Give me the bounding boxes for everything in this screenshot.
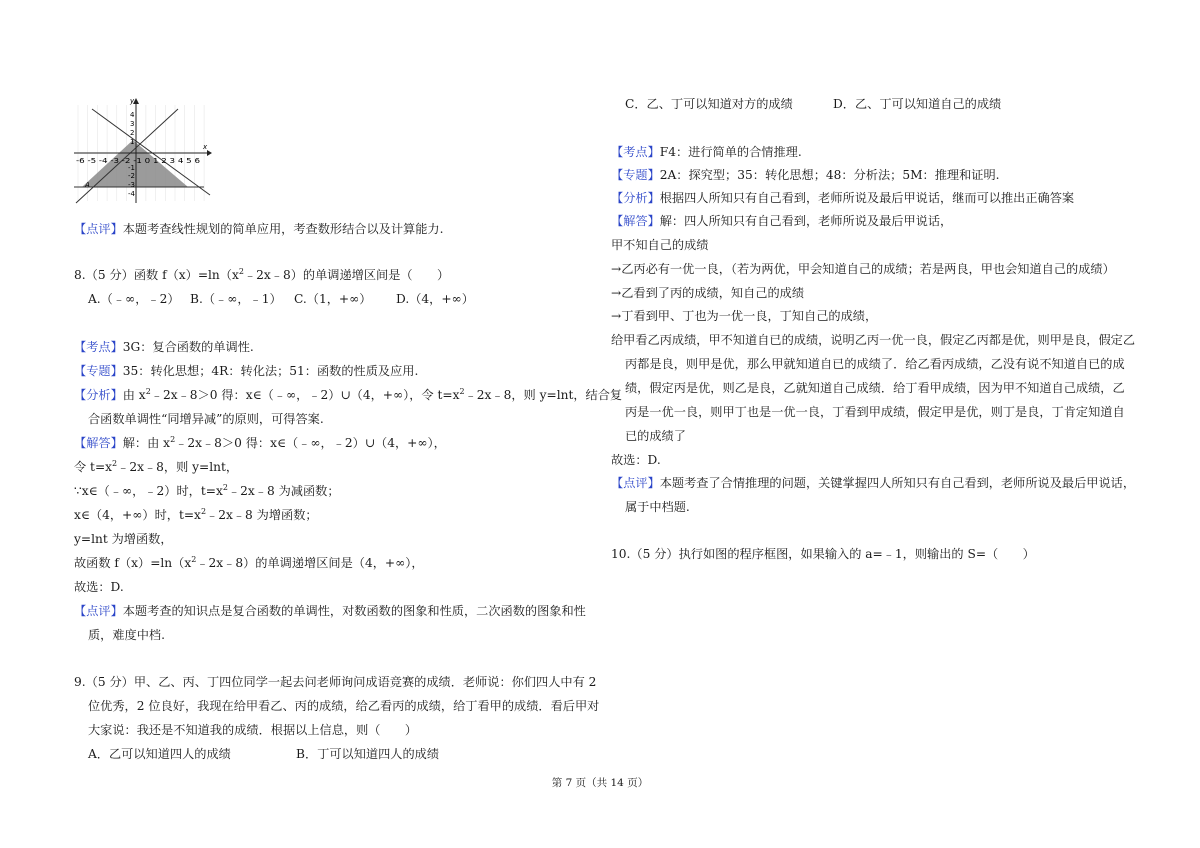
boundary-line-1: [76, 109, 178, 203]
fenxi-8: 【 分析 】 由 $x^2﹣2x﹣8>0$ 得：x∈（﹣∞，﹣2）∪（4，+∞），令 $t=x^2﹣2x﹣8$，则 y=lnt，结合复: [74, 386, 622, 404]
jieda-8-l4: x∈（4，+∞）时，$t=x^2﹣2x﹣8$ 为增函数；: [74, 506, 318, 522]
fenxi-8-cont: 合函数单调性“同增异减”的原则，可得答案.: [88, 412, 324, 426]
q9-stem-l2: 位优秀，2 位良好，我现在给甲看乙、丙的成绩，给乙看丙的成绩，给丁看甲的成绩．看后甲对: [88, 699, 600, 713]
tag-fenxi: 【 分析 】: [74, 388, 123, 402]
kaodian-9: 【 考点 】 F4：进行简单的合情推理.: [611, 143, 802, 161]
y-tick-2: 2: [130, 129, 135, 137]
tag-zhuanti: 【 专题 】: [74, 364, 123, 378]
jieda-9-l3: →乙丙必有一优一良，（若为两优，甲会知道自己的成绩；若是两良，甲也会知道自己的成绩）: [611, 262, 1115, 276]
jieda-9-l1: 【 解答 】 解：四人所知只有自己看到，老师所说及最后甲说话，: [611, 212, 952, 230]
jieda-9-l2: 甲不知自己的成绩: [611, 238, 709, 252]
q8-option-c: C.（1，+∞）: [294, 292, 372, 306]
jieda-9-l8: 绩，假定丙是优，则乙是良，乙就知道自己成绩．给丁看甲成绩，因为甲不知道自己成绩，乙: [625, 381, 1125, 395]
tag-kaodian: 【 考点 】: [74, 340, 123, 354]
dianping-8: 【 点评 】 本题考查的知识点是复合函数的单调性，对数函数的图象和性质，二次函数的图象和性: [74, 602, 586, 620]
tag-dianping: 【 点评 】: [74, 222, 123, 236]
q9-option-a: A．乙可以知道四人的成绩: [88, 747, 231, 761]
q9-option-d: D．乙、丁可以知道自己的成绩: [833, 97, 1002, 111]
q8-option-a: A.（﹣∞，﹣2）: [88, 292, 180, 306]
q8-option-b: B.（﹣∞，﹣1）: [190, 292, 282, 306]
y-tick-3: 3: [130, 120, 135, 128]
tag-dianping-9: 【 点评 】: [611, 476, 660, 490]
y-tick-neg4: -4: [128, 190, 135, 198]
q8-stem: 8.（5 分）函数 $f(x)=\ln(x^2﹣2x﹣8)$的单调递增区间是（ ）: [74, 266, 450, 282]
x-axis-label: x: [203, 143, 208, 151]
dianping-8-cont: 质，难度中档.: [88, 628, 165, 642]
y-tick-1: 1: [130, 138, 135, 146]
q10-stem: 10.（5 分）执行如图的程序框图，如果输入的 a=﹣1，则输出的 S=（ ）: [611, 547, 1035, 561]
dianping-9: 【 点评 】 本题考查了合情推理的问题，关键掌握四人所知只有自己看到，老师所说及最后甲说话，: [611, 474, 1135, 492]
y-tick-neg3: -3: [128, 181, 135, 189]
q9-option-c: C．乙、丁可以知道对方的成绩: [625, 97, 793, 111]
point-a-label: A: [85, 181, 90, 189]
tag-jieda: 【 解答 】: [74, 436, 123, 450]
jieda-8-l2: 令 $t=x^2﹣2x﹣8$，则 y=lnt，: [74, 458, 239, 474]
tag-jieda-9: 【 解答 】: [611, 214, 660, 228]
jieda-9-l9: 丙是一优一良，则甲丁也是一优一良，丁看到甲成绩，假定甲是优，则丁是良，丁肯定知道自: [625, 405, 1125, 419]
q9-options-cd: [625, 95, 1001, 113]
q9-options-ab: [88, 745, 439, 763]
jieda-9-l7: 丙都是良，则甲是优，那么甲就知道自已的成绩了．给乙看丙成绩，乙没有说不知道自已的成: [625, 357, 1125, 371]
jieda-8-l1: 【 解答 】 解：由 $x^2﹣2x﹣8>0$ 得：x∈（﹣∞，﹣2）∪（4，+∞），: [74, 434, 446, 452]
jieda-9-l5: →丁看到甲、丁也为一优一良，丁知自己的成绩，: [611, 309, 878, 323]
dianping-1: 【 点评 】 本题考查线性规划的简单应用，考查数形结合以及计算能力.: [74, 220, 444, 238]
jieda-8-l5: y=lnt 为增函数，: [74, 532, 173, 546]
q8-options: [88, 290, 474, 308]
jieda-8-l3: ∵x∈（﹣∞，﹣2）时，$t=x^2﹣2x﹣8$ 为减函数；: [74, 482, 340, 498]
y-tick-4: 4: [130, 111, 135, 119]
page-footer: 第 7 页（共 14 页）: [551, 777, 649, 789]
x-tick-labels: -6 -5 -4 -3 -2 -1 0 1 2 3 4 5 6: [76, 157, 201, 165]
y-tick-neg1: -1: [128, 164, 135, 172]
q8-option-d: D.（4，+∞）: [396, 292, 474, 306]
x-axis-arrow-icon: [207, 150, 212, 156]
jieda-9-l6: 给甲看乙丙成绩，甲不知道自已的成绩，说明乙丙一优一良，假定乙丙都是优，则甲是良，假定乙: [611, 333, 1136, 347]
jieda-9-l10: 已的成绩了: [625, 429, 686, 443]
tag-zhuanti-9: 【 专题 】: [611, 168, 660, 182]
jieda-9-l11: 故选：D.: [611, 453, 661, 467]
tag-dianping-8: 【 点评 】: [74, 604, 123, 618]
zhuanti-8: 【 专题 】 35：转化思想；4R：转化法；51：函数的性质及应用.: [74, 362, 418, 380]
tag-fenxi-9: 【 分析 】: [611, 191, 660, 205]
q9-stem-l1: 9.（5 分）甲、乙、丙、丁四位同学一起去问老师询问成语竞赛的成绩．老师说：你们四人中有 2: [74, 675, 597, 689]
y-tick-neg2: -2: [128, 172, 135, 180]
jieda-9-l4: →乙看到了丙的成绩，知自己的成绩: [611, 286, 805, 300]
jieda-8-l6: 故函数 $f(x)=\ln(x^2﹣2x﹣8)$的单调递增区间是（4，+∞），: [74, 554, 424, 570]
q9-option-b: B．丁可以知道四人的成绩: [296, 747, 440, 761]
fenxi-9: 【 分析 】 根据四人所知只有自己看到，老师所说及最后甲说话，继而可以推出正确答案: [611, 189, 1074, 207]
zhuanti-9: 【 专题 】 2A：探究型；35：转化思想；48：分析法；5M：推理和证明.: [611, 166, 1000, 184]
kaodian-8: 【 考点 】 3G：复合函数的单调性.: [74, 338, 254, 356]
tag-kaodian-9: 【 考点 】: [611, 145, 660, 159]
y-axis-label: y: [130, 97, 135, 105]
jieda-8-l7: 故选：D.: [74, 580, 124, 594]
linear-programming-graph: [72, 95, 222, 205]
dianping-9-cont: 属于中档题.: [625, 500, 690, 514]
q9-stem-l3: 大家说：我还是不知道我的成绩．根据以上信息，则（ ）: [88, 723, 418, 737]
